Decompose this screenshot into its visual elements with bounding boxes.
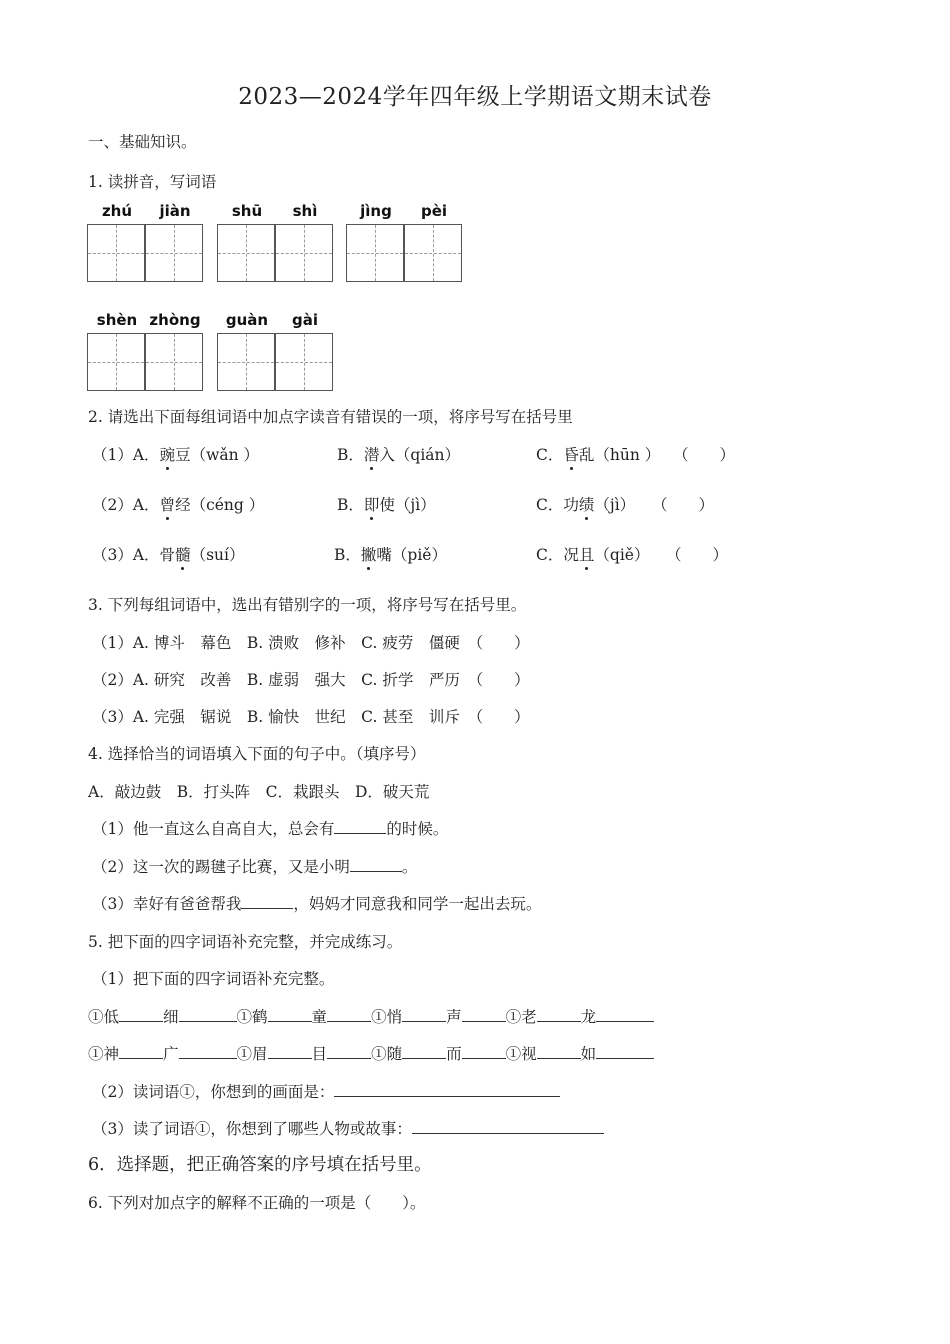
fill-blank[interactable] xyxy=(462,1044,506,1059)
fill-blank[interactable] xyxy=(462,1007,506,1022)
pinyin-label: guàn xyxy=(225,311,269,329)
q3-item-1: （1）A. 博斗 幕色 B. 溃败 修补 C. 疲劳 僵硬 （ ） xyxy=(92,634,530,652)
option-label: B． xyxy=(337,496,364,514)
idiom-char: ①鹤 xyxy=(236,1008,268,1026)
option-c-text: （qiě） xyxy=(594,546,650,564)
writing-box[interactable] xyxy=(145,333,203,391)
idiom-char: ①随 xyxy=(371,1045,403,1063)
fill-blank[interactable] xyxy=(596,1044,654,1059)
fill-blank[interactable] xyxy=(537,1044,581,1059)
sub-question-text: （2）读词语①，你想到的画面是： xyxy=(92,1083,335,1101)
option-a-text: （suí） xyxy=(190,546,245,564)
idiom-char: ①眉 xyxy=(236,1045,268,1063)
dotted-char: 曾 xyxy=(160,493,176,515)
question-2-prompt: 2. 请选出下面每组词语中加点字读音有错误的一项，将序号写在括号里 xyxy=(88,408,573,426)
idiom-char: ①悄 xyxy=(371,1008,403,1026)
answer-parentheses[interactable]: （ ） xyxy=(652,496,715,514)
dotted-char: 且 xyxy=(579,543,595,565)
pinyin-label: shì xyxy=(292,202,318,220)
fill-blank[interactable] xyxy=(402,1044,446,1059)
pinyin-label: zhú xyxy=(101,202,133,220)
writing-box[interactable] xyxy=(275,224,333,282)
q4-options: A．敲边鼓 B．打头阵 C．栽跟头 D．破天荒 xyxy=(88,783,430,801)
answer-line[interactable] xyxy=(334,1082,560,1097)
q2-item-1 xyxy=(92,443,259,465)
page-title: 2023—2024学年四年级上学期语文期末试卷 xyxy=(238,84,712,110)
pinyin-label: jìng xyxy=(360,202,392,220)
idiom-char: 而 xyxy=(446,1045,462,1063)
fill-blank[interactable] xyxy=(268,1007,312,1022)
sentence-text: ，妈妈才同意我和同学一起出去玩。 xyxy=(293,895,542,913)
option-label: C． xyxy=(536,446,564,464)
q3-item-3: （3）A. 完强 锯说 B. 愉快 世纪 C. 甚至 训斥 （ ） xyxy=(92,708,530,726)
fill-blank[interactable] xyxy=(334,819,386,834)
idiom-char: 如 xyxy=(580,1045,597,1063)
q2-item-2-c xyxy=(536,493,635,515)
answer-parentheses[interactable]: （ ） xyxy=(673,446,736,464)
idiom-char: 广 xyxy=(163,1045,179,1063)
fill-blank[interactable] xyxy=(327,1007,371,1022)
question-3-prompt: 3. 下列每组词语中，选出有错别字的一项，将序号写在括号里。 xyxy=(88,596,527,614)
item-number: （1）A． xyxy=(92,446,160,464)
fill-blank[interactable] xyxy=(179,1007,237,1022)
writing-box[interactable] xyxy=(217,333,275,391)
q5-idiom-row-1 xyxy=(88,1005,654,1027)
item-number: （3）A．骨 xyxy=(92,546,176,564)
sentence-text: 的时候。 xyxy=(386,820,449,838)
q5-sub-1: （1）把下面的四字词语补充完整。 xyxy=(92,970,335,988)
q3-item-2: （2）A. 研究 改善 B. 虚弱 强大 C. 折学 严历 （ ） xyxy=(92,671,530,689)
writing-box[interactable] xyxy=(87,224,145,282)
q4-sentence-2 xyxy=(92,855,417,877)
question-1-prompt: 1. 读拼音，写词语 xyxy=(88,173,217,191)
item-number: （2）A． xyxy=(92,496,160,514)
option-b-text: 入（qián） xyxy=(379,446,461,464)
sentence-text: 。 xyxy=(401,858,418,876)
answer-parentheses[interactable]: （ ） xyxy=(666,546,729,564)
idiom-char: 目 xyxy=(311,1045,328,1063)
q2-item-3-b xyxy=(334,543,447,565)
answer-line[interactable] xyxy=(412,1119,604,1134)
fill-blank[interactable] xyxy=(327,1044,371,1059)
q5-sub-2 xyxy=(92,1080,560,1102)
dotted-char: 潜 xyxy=(364,443,380,465)
option-c-text: 乱（hūn ） xyxy=(578,446,661,464)
writing-box[interactable] xyxy=(145,224,203,282)
q2-item-3 xyxy=(92,543,244,565)
sentence-text: （2）这一次的踢毽子比赛，又是小明 xyxy=(92,858,350,876)
fill-blank[interactable] xyxy=(596,1007,654,1022)
dotted-char: 豌 xyxy=(160,443,176,465)
pinyin-label: shū xyxy=(231,202,263,220)
pinyin-label: pèi xyxy=(420,202,448,220)
section-heading-1: 一、基础知识。 xyxy=(88,133,197,151)
option-label: B． xyxy=(337,446,364,464)
q2-item-2 xyxy=(92,493,264,515)
section-heading-6: 6．选择题，把正确答案的序号填在括号里。 xyxy=(88,1155,432,1175)
pinyin-label: gài xyxy=(291,311,318,329)
sub-question-text: （3）读了词语①，你想到了哪些人物或故事： xyxy=(92,1120,412,1138)
writing-box[interactable] xyxy=(275,333,333,391)
question-4-prompt: 4. 选择恰当的词语填入下面的句子中。（填序号） xyxy=(88,745,426,763)
option-label: B． xyxy=(334,546,361,564)
fill-blank[interactable] xyxy=(119,1044,163,1059)
writing-box[interactable] xyxy=(404,224,462,282)
fill-blank[interactable] xyxy=(268,1044,312,1059)
option-b-text: 使（jì） xyxy=(379,496,436,514)
option-b-text: 嘴（piě） xyxy=(376,546,447,564)
fill-blank[interactable] xyxy=(402,1007,446,1022)
pinyin-label: zhòng xyxy=(149,311,201,329)
option-a-text: 经（céng ） xyxy=(175,496,265,514)
idiom-char: ①视 xyxy=(505,1045,537,1063)
option-label: C．况 xyxy=(536,546,579,564)
idiom-char: 童 xyxy=(311,1008,328,1026)
fill-blank[interactable] xyxy=(350,857,402,872)
idiom-char: 细 xyxy=(163,1008,179,1026)
dotted-char: 绩 xyxy=(579,493,595,515)
sentence-text: （3）幸好有爸爸帮我 xyxy=(92,895,242,913)
pinyin-label: shèn xyxy=(96,311,138,329)
q2-item-1-c xyxy=(536,443,660,465)
idiom-char: ①神 xyxy=(88,1045,120,1063)
q2-item-3-c xyxy=(536,543,649,565)
dotted-char: 撇 xyxy=(361,543,377,565)
writing-box[interactable] xyxy=(217,224,275,282)
fill-blank[interactable] xyxy=(537,1007,581,1022)
writing-box[interactable] xyxy=(346,224,404,282)
option-c-text: （jì） xyxy=(594,496,636,514)
fill-blank[interactable] xyxy=(179,1044,237,1059)
q2-item-1-b xyxy=(337,443,460,465)
option-a-text: 豆（wǎn ） xyxy=(175,446,259,464)
sentence-text: （1）他一直这么自高自大，总会有 xyxy=(92,820,335,838)
idiom-char: ①老 xyxy=(505,1008,537,1026)
dotted-char: 即 xyxy=(364,493,380,515)
fill-blank[interactable] xyxy=(241,894,293,909)
idiom-char: 声 xyxy=(446,1008,462,1026)
idiom-char: ①低 xyxy=(88,1008,120,1026)
pinyin-label: jiàn xyxy=(159,202,191,220)
option-label: C．功 xyxy=(536,496,579,514)
writing-box[interactable] xyxy=(87,333,145,391)
q5-sub-3 xyxy=(92,1117,604,1139)
q4-sentence-3 xyxy=(92,892,541,914)
question-5-prompt: 5. 把下面的四字词语补充完整，并完成练习。 xyxy=(88,933,403,951)
q2-item-2-b xyxy=(337,493,436,515)
idiom-char: 龙 xyxy=(580,1008,597,1026)
question-6-prompt: 6. 下列对加点字的解释不正确的一项是（ ）。 xyxy=(88,1194,426,1212)
fill-blank[interactable] xyxy=(119,1007,163,1022)
q4-sentence-1 xyxy=(92,817,448,839)
dotted-char: 昏 xyxy=(563,443,579,465)
dotted-char: 髓 xyxy=(175,543,191,565)
q5-idiom-row-2 xyxy=(88,1042,654,1064)
